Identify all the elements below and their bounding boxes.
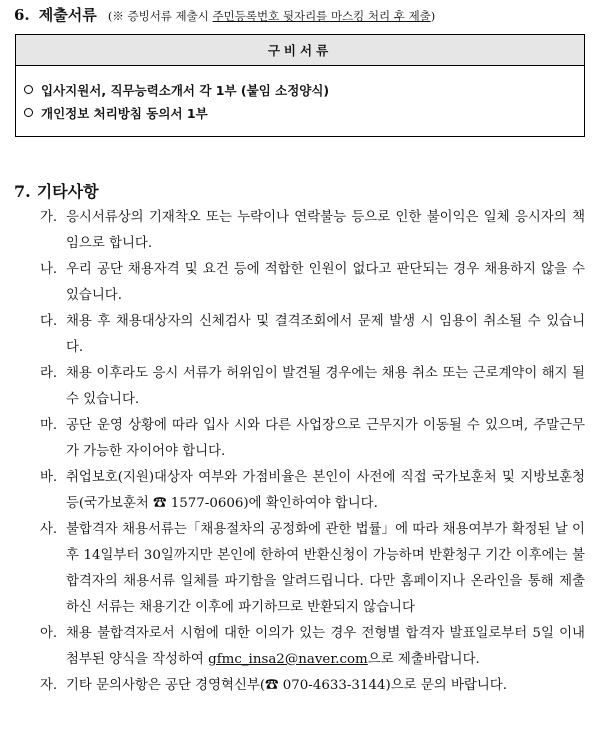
list-item: [40, 621, 585, 673]
documents-cell: [16, 66, 585, 137]
email-address: gfmc_insa2@naver.com: [208, 652, 368, 667]
section-6-number: 6.: [14, 6, 30, 24]
item-text-after: 으로 제출바랍니다.: [367, 652, 480, 667]
section-7-heading: [14, 179, 99, 202]
list-item: [40, 309, 585, 361]
table-header: 구비서류: [16, 35, 585, 66]
item-text: [66, 621, 585, 673]
list-item: [40, 673, 585, 699]
document-item: [24, 78, 576, 101]
item-text: 취업보호(지원)대상자 여부와 가점비율은 본인이 사전에 직접 국가보훈처 및 지방보훈청 등(국가보훈처 ☎ 1577-0606)에 확인하여야 합니다.: [66, 470, 585, 511]
item-text: 채용 이후라도 응시 서류가 허위임이 발견될 경우에는 채용 취소 또는 근로계약이 해지 될 수 있습니다.: [66, 366, 585, 407]
item-marker: 다.: [40, 314, 58, 329]
list-item: [40, 257, 585, 309]
item-text: 기타 문의사항은 공단 경영혁신부(☎ 070-4633-3144)으로 문의 바랍니다.: [66, 678, 507, 693]
item-text: 불합격자 채용서류는「채용절차의 공정화에 관한 법률」에 따라 채용여부가 확정된 날 이후 14일부터 30일까지만 본인에 한하여 반환신청이 가능하며 반환청구 기간 이후에는 불합격자의 채용서류 일체를 파기함을 알려드립니다. 다만 홈페이지나 온라인을 통해 제출하신 서류는 채용기간 이후에 파기하므로 반환되지 않습니다: [66, 522, 585, 615]
item-marker: 나.: [40, 262, 58, 277]
section-7-title: 기타사항: [36, 182, 99, 201]
item-marker: 바.: [40, 470, 58, 485]
note-prefix: (※ 증빙서류 제출시: [107, 9, 213, 23]
note-suffix: ): [430, 9, 436, 23]
document-item: [24, 101, 576, 124]
list-item: [40, 517, 585, 621]
circle-bullet-icon: [24, 108, 33, 117]
section-6-heading: [14, 4, 594, 25]
section-6-title: 제출서류: [38, 6, 97, 24]
list-item: [40, 465, 585, 517]
list-item: [40, 205, 585, 257]
list-item: [40, 413, 585, 465]
item-marker: 아.: [40, 626, 58, 641]
item-text: 응시서류상의 기재착오 또는 누락이나 연락불능 등으로 인한 불이익은 일체 응시자의 책임으로 합니다.: [66, 210, 585, 251]
item-text: 공단 운영 상황에 따라 입사 시와 다른 사업장으로 근무지가 이동될 수 있으며, 주말근무가 가능한 자이어야 합니다.: [66, 418, 585, 459]
circle-bullet-icon: [24, 85, 33, 94]
note-underlined: 주민등록번호 뒷자리를 마스킹 처리 후 제출: [212, 9, 431, 23]
document-label: 개인정보 처리방침 동의서 1부: [41, 105, 208, 121]
item-marker: 사.: [40, 522, 58, 537]
item-marker: 가.: [40, 210, 58, 225]
section-7-number: 7.: [14, 182, 31, 201]
item-marker: 라.: [40, 366, 58, 381]
list-item: [40, 361, 585, 413]
item-text: 채용 후 채용대상자의 신체검사 및 결격조회에서 문제 발생 시 임용이 취소될 수 있습니다.: [66, 314, 585, 355]
item-text-before: 채용 불합격자로서 시험에 대한 이의가 있는 경우 전형별 합격자 발표일로부터 5일 이내 첨부된 양식을 작성하여: [66, 626, 585, 667]
section-6-note: [108, 9, 435, 23]
required-documents-table: [15, 34, 585, 137]
item-marker: 자.: [40, 678, 58, 693]
notes-list: [40, 205, 585, 699]
document-label: 입사지원서, 직무능력소개서 각 1부 (붙임 소정양식): [41, 82, 330, 98]
item-text: 우리 공단 채용자격 및 요건 등에 적합한 인원이 없다고 판단되는 경우 채용하지 않을 수 있습니다.: [66, 262, 585, 303]
item-marker: 마.: [40, 418, 58, 433]
